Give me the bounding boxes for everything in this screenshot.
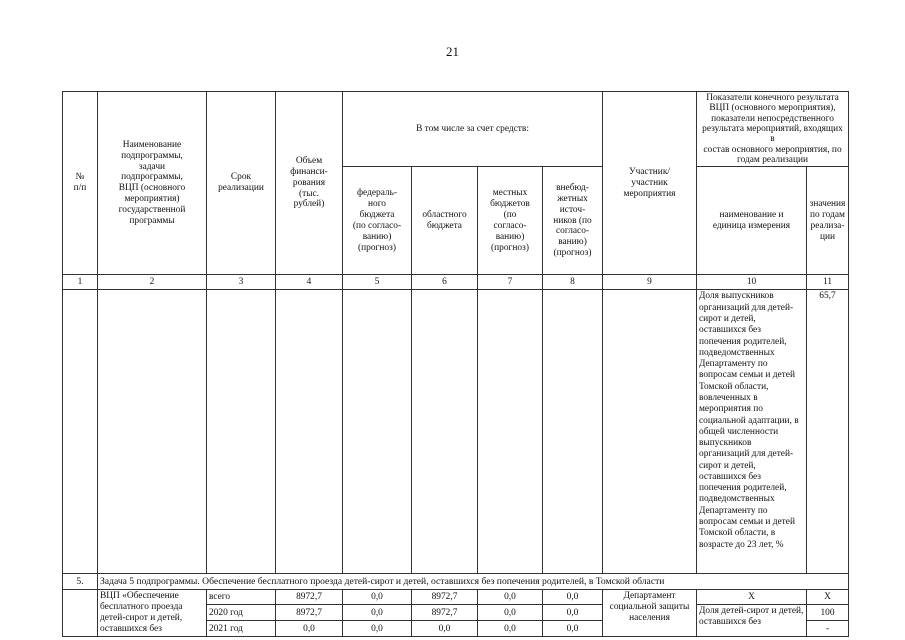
empty-cell (543, 290, 603, 574)
vcp-federal: 0,0 (343, 605, 412, 621)
header-number: № п/п (63, 92, 98, 275)
empty-cell (63, 590, 98, 637)
header-indicators-group: Показатели конечного результата ВЦП (основного мероприятия), показатели непосредственного результата мероприятий, входящих в состав основного мероприятия, по годам реализации (697, 92, 849, 167)
vcp-total: 8972,7 (276, 605, 343, 621)
program-table (62, 91, 849, 637)
indicator-value: 65,7 (807, 290, 849, 574)
empty-cell (63, 290, 98, 574)
header-row-1 (63, 92, 849, 167)
vcp-period: 2021 год (207, 621, 276, 637)
vcp-indicator-name: Доля детей-сирот и детей, оставшихся без (697, 605, 807, 637)
col-number: 11 (807, 275, 849, 290)
empty-cell (478, 290, 543, 574)
vcp-indicator-value-2020: 100 (807, 605, 849, 621)
empty-cell (207, 290, 276, 574)
vcp-local: 0,0 (478, 621, 543, 637)
header-volume: Объем финанси- рования (тыс. рублей) (276, 92, 343, 275)
header-local: местных бюджетов (по согласо- ванию) (прогноз) (478, 167, 543, 275)
vcp-x-value: Х (807, 590, 849, 605)
col-number: 9 (603, 275, 697, 290)
header-indicator-values: значения по годам реализа- ции (807, 167, 849, 275)
header-participant: Участник/ участник мероприятия (603, 92, 697, 275)
vcp-extrabudget: 0,0 (543, 605, 603, 621)
vcp-federal: 0,0 (343, 590, 412, 605)
header-period: Срок реализации (207, 92, 276, 275)
vcp-name: ВЦП «Обеспечение бесплатного проезда детей-сирот и детей, оставшихся без (98, 590, 207, 637)
indicator-name: Доля выпускников организаций для детей-сирот и детей, оставшихся без попечения родителей, подведомственных Департаменту по вопросам семьи и детей Томской области, вовлеченных в мероприятия по социальной адаптации, в общей численности выпускников организаций для детей-сирот и детей, оставшихся без попечения родителей, подведомственных Департаменту по вопросам семьи и детей Томской области, в возрасте до 23 лет, % (697, 290, 807, 574)
empty-cell (98, 290, 207, 574)
col-number: 8 (543, 275, 603, 290)
task-row (63, 574, 849, 590)
col-number: 1 (63, 275, 98, 290)
vcp-x-name: Х (697, 590, 807, 605)
vcp-total: 8972,7 (276, 590, 343, 605)
vcp-row-total (63, 590, 849, 605)
col-number: 4 (276, 275, 343, 290)
vcp-extrabudget: 0,0 (543, 590, 603, 605)
header-name: Наименование подпрограммы, задачи подпрограммы, ВЦП (основного мероприятия) государственной программы (98, 92, 207, 275)
header-sources-group: В том числе за счет средств: (343, 92, 603, 167)
vcp-federal: 0,0 (343, 621, 412, 637)
vcp-regional: 0,0 (412, 621, 478, 637)
vcp-local: 0,0 (478, 590, 543, 605)
task-title: Задача 5 подпрограммы. Обеспечение бесплатного проезда детей-сирот и детей, оставшихся без попечения родителей, в Томской области (98, 574, 849, 590)
header-extrabudget: внебюд- жетных источ- ников (по согласо- ванию) (прогноз) (543, 167, 603, 275)
vcp-regional: 8972,7 (412, 590, 478, 605)
col-number: 10 (697, 275, 807, 290)
vcp-extrabudget: 0,0 (543, 621, 603, 637)
col-number: 5 (343, 275, 412, 290)
col-number: 3 (207, 275, 276, 290)
vcp-total: 0,0 (276, 621, 343, 637)
vcp-period: 2020 год (207, 605, 276, 621)
header-indicator-name: наименование и единица измерения (697, 167, 807, 275)
vcp-indicator-value-2021: - (807, 621, 849, 637)
header-federal: федераль- ного бюджета (по согласо- ванию) (прогноз) (343, 167, 412, 275)
col-number: 7 (478, 275, 543, 290)
empty-cell (412, 290, 478, 574)
header-regional: областного бюджета (412, 167, 478, 275)
vcp-period: всего (207, 590, 276, 605)
task-number: 5. (63, 574, 98, 590)
col-number: 2 (98, 275, 207, 290)
vcp-regional: 8972,7 (412, 605, 478, 621)
col-number: 6 (412, 275, 478, 290)
indicator-continuation-row (63, 290, 849, 574)
empty-cell (603, 290, 697, 574)
page-number: 21 (446, 44, 459, 59)
vcp-local: 0,0 (478, 605, 543, 621)
vcp-participant: Департамент социальной защиты населения (603, 590, 697, 637)
empty-cell (343, 290, 412, 574)
column-number-row (63, 275, 849, 290)
empty-cell (276, 290, 343, 574)
